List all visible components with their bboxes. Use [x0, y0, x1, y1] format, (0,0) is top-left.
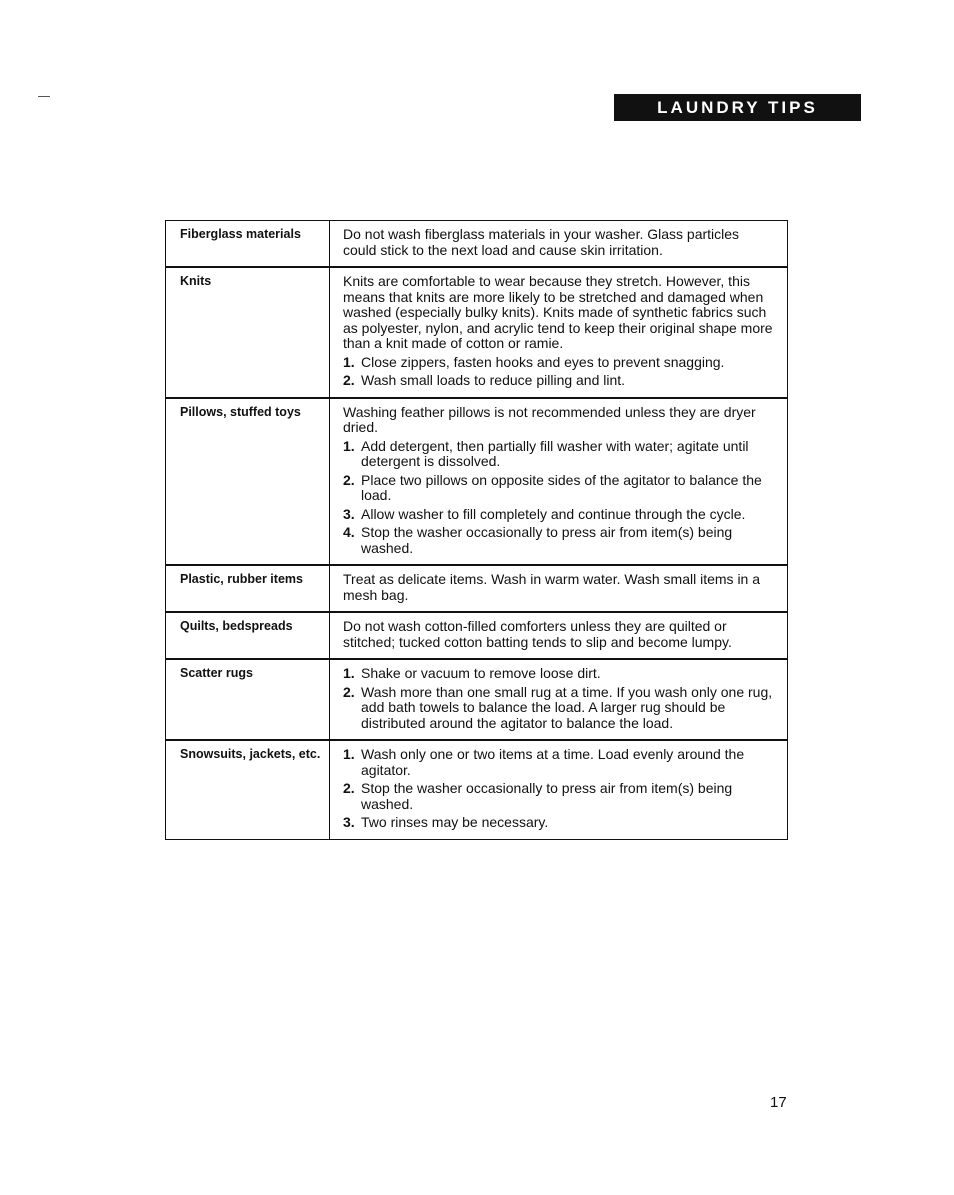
- tip-detail: [330, 267, 788, 398]
- tip-row: [166, 612, 788, 659]
- step-number: 1.: [343, 665, 355, 681]
- step-number: 1.: [343, 437, 355, 454]
- tip-detail: [330, 612, 788, 659]
- step-number: 2.: [343, 471, 355, 488]
- tips-table-body: [166, 221, 788, 840]
- tip-detail: [330, 740, 788, 839]
- tip-topic: Knits: [166, 267, 330, 398]
- tip-step: [343, 507, 773, 523]
- step-number: 2.: [343, 683, 355, 700]
- tip-topic: Fiberglass materials: [166, 221, 330, 268]
- step-text: Stop the washer occasionally to press air from item(s) being washed.: [361, 780, 733, 812]
- tip-step: [343, 685, 773, 732]
- page-number: 17: [770, 1094, 787, 1111]
- tip-topic: Snowsuits, jackets, etc.: [166, 740, 330, 839]
- tip-row: [166, 740, 788, 839]
- tip-intro-text: Treat as delicate items. Wash in warm water. Wash small items in a mesh bag.: [343, 571, 761, 603]
- tip-step: [343, 781, 773, 812]
- step-number: 1.: [343, 746, 355, 762]
- tip-step: [343, 666, 773, 682]
- tip-step: [343, 439, 773, 470]
- tip-intro-text: Washing feather pillows is not recommended unless they are dryer dried.: [343, 403, 756, 435]
- tip-steps-list: [343, 439, 773, 557]
- tip-row: [166, 267, 788, 398]
- step-number: 4.: [343, 524, 355, 540]
- tip-step: [343, 373, 773, 389]
- step-text: Wash only one or two items at a time. Load evenly around the agitator.: [361, 746, 745, 778]
- step-number: 3.: [343, 814, 355, 830]
- tip-step: [343, 747, 773, 778]
- step-text: Two rinses may be necessary.: [361, 814, 549, 830]
- tip-topic: Pillows, stuffed toys: [166, 398, 330, 566]
- tip-detail: [330, 221, 788, 268]
- tip-steps-list: [343, 355, 773, 389]
- step-text: Wash small loads to reduce pilling and lint.: [361, 372, 626, 388]
- tip-row: [166, 565, 788, 612]
- tip-steps-list: [343, 666, 773, 731]
- step-number: 2.: [343, 372, 355, 388]
- step-number: 1.: [343, 353, 355, 370]
- step-text: Wash more than one small rug at a time. If you wash only one rug, add bath towels to balance the load. A larger rug should be distributed around the agitator to balance the load.: [361, 683, 773, 731]
- tip-steps-list: [343, 747, 773, 831]
- step-number: 2.: [343, 780, 355, 796]
- step-text: Shake or vacuum to remove loose dirt.: [361, 665, 601, 681]
- tip-topic: Quilts, bedspreads: [166, 612, 330, 659]
- tip-intro-text: Do not wash fiberglass materials in your washer. Glass particles could stick to the next load and cause skin irritation.: [343, 226, 740, 258]
- tip-topic: Scatter rugs: [166, 659, 330, 740]
- step-text: Place two pillows on opposite sides of the agitator to balance the load.: [361, 471, 762, 503]
- laundry-tips-table: [165, 220, 788, 840]
- step-text: Stop the washer occasionally to press air from item(s) being washed.: [361, 524, 733, 556]
- tip-row: [166, 398, 788, 566]
- tip-step: [343, 355, 773, 371]
- step-text: Close zippers, fasten hooks and eyes to prevent snagging.: [361, 353, 725, 370]
- tip-row: [166, 659, 788, 740]
- tip-step: [343, 525, 773, 556]
- tip-intro-text: Knits are comfortable to wear because they stretch. However, this means that knits are more likely to be stretched and damaged when washed (especially bulky knits). Knits made of synthetic fabrics such as polyester, nylon, and acrylic tend to keep their original shape more than a knit made of cotton or ramie.: [343, 273, 773, 351]
- step-text: Allow washer to fill completely and continue through the cycle.: [361, 505, 746, 522]
- margin-mark: [38, 96, 50, 97]
- tip-topic: Plastic, rubber items: [166, 565, 330, 612]
- tip-detail: [330, 565, 788, 612]
- section-title: LAUNDRY TIPS: [614, 94, 861, 121]
- tip-step: [343, 815, 773, 831]
- step-number: 3.: [343, 505, 355, 522]
- tip-step: [343, 473, 773, 504]
- step-text: Add detergent, then partially fill washer with water; agitate until detergent is dissolved.: [361, 437, 749, 469]
- tip-detail: [330, 659, 788, 740]
- tip-row: [166, 221, 788, 268]
- tip-detail: [330, 398, 788, 566]
- tip-intro-text: Do not wash cotton-filled comforters unless they are quilted or stitched; tucked cotton batting tends to slip and become lumpy.: [343, 618, 732, 650]
